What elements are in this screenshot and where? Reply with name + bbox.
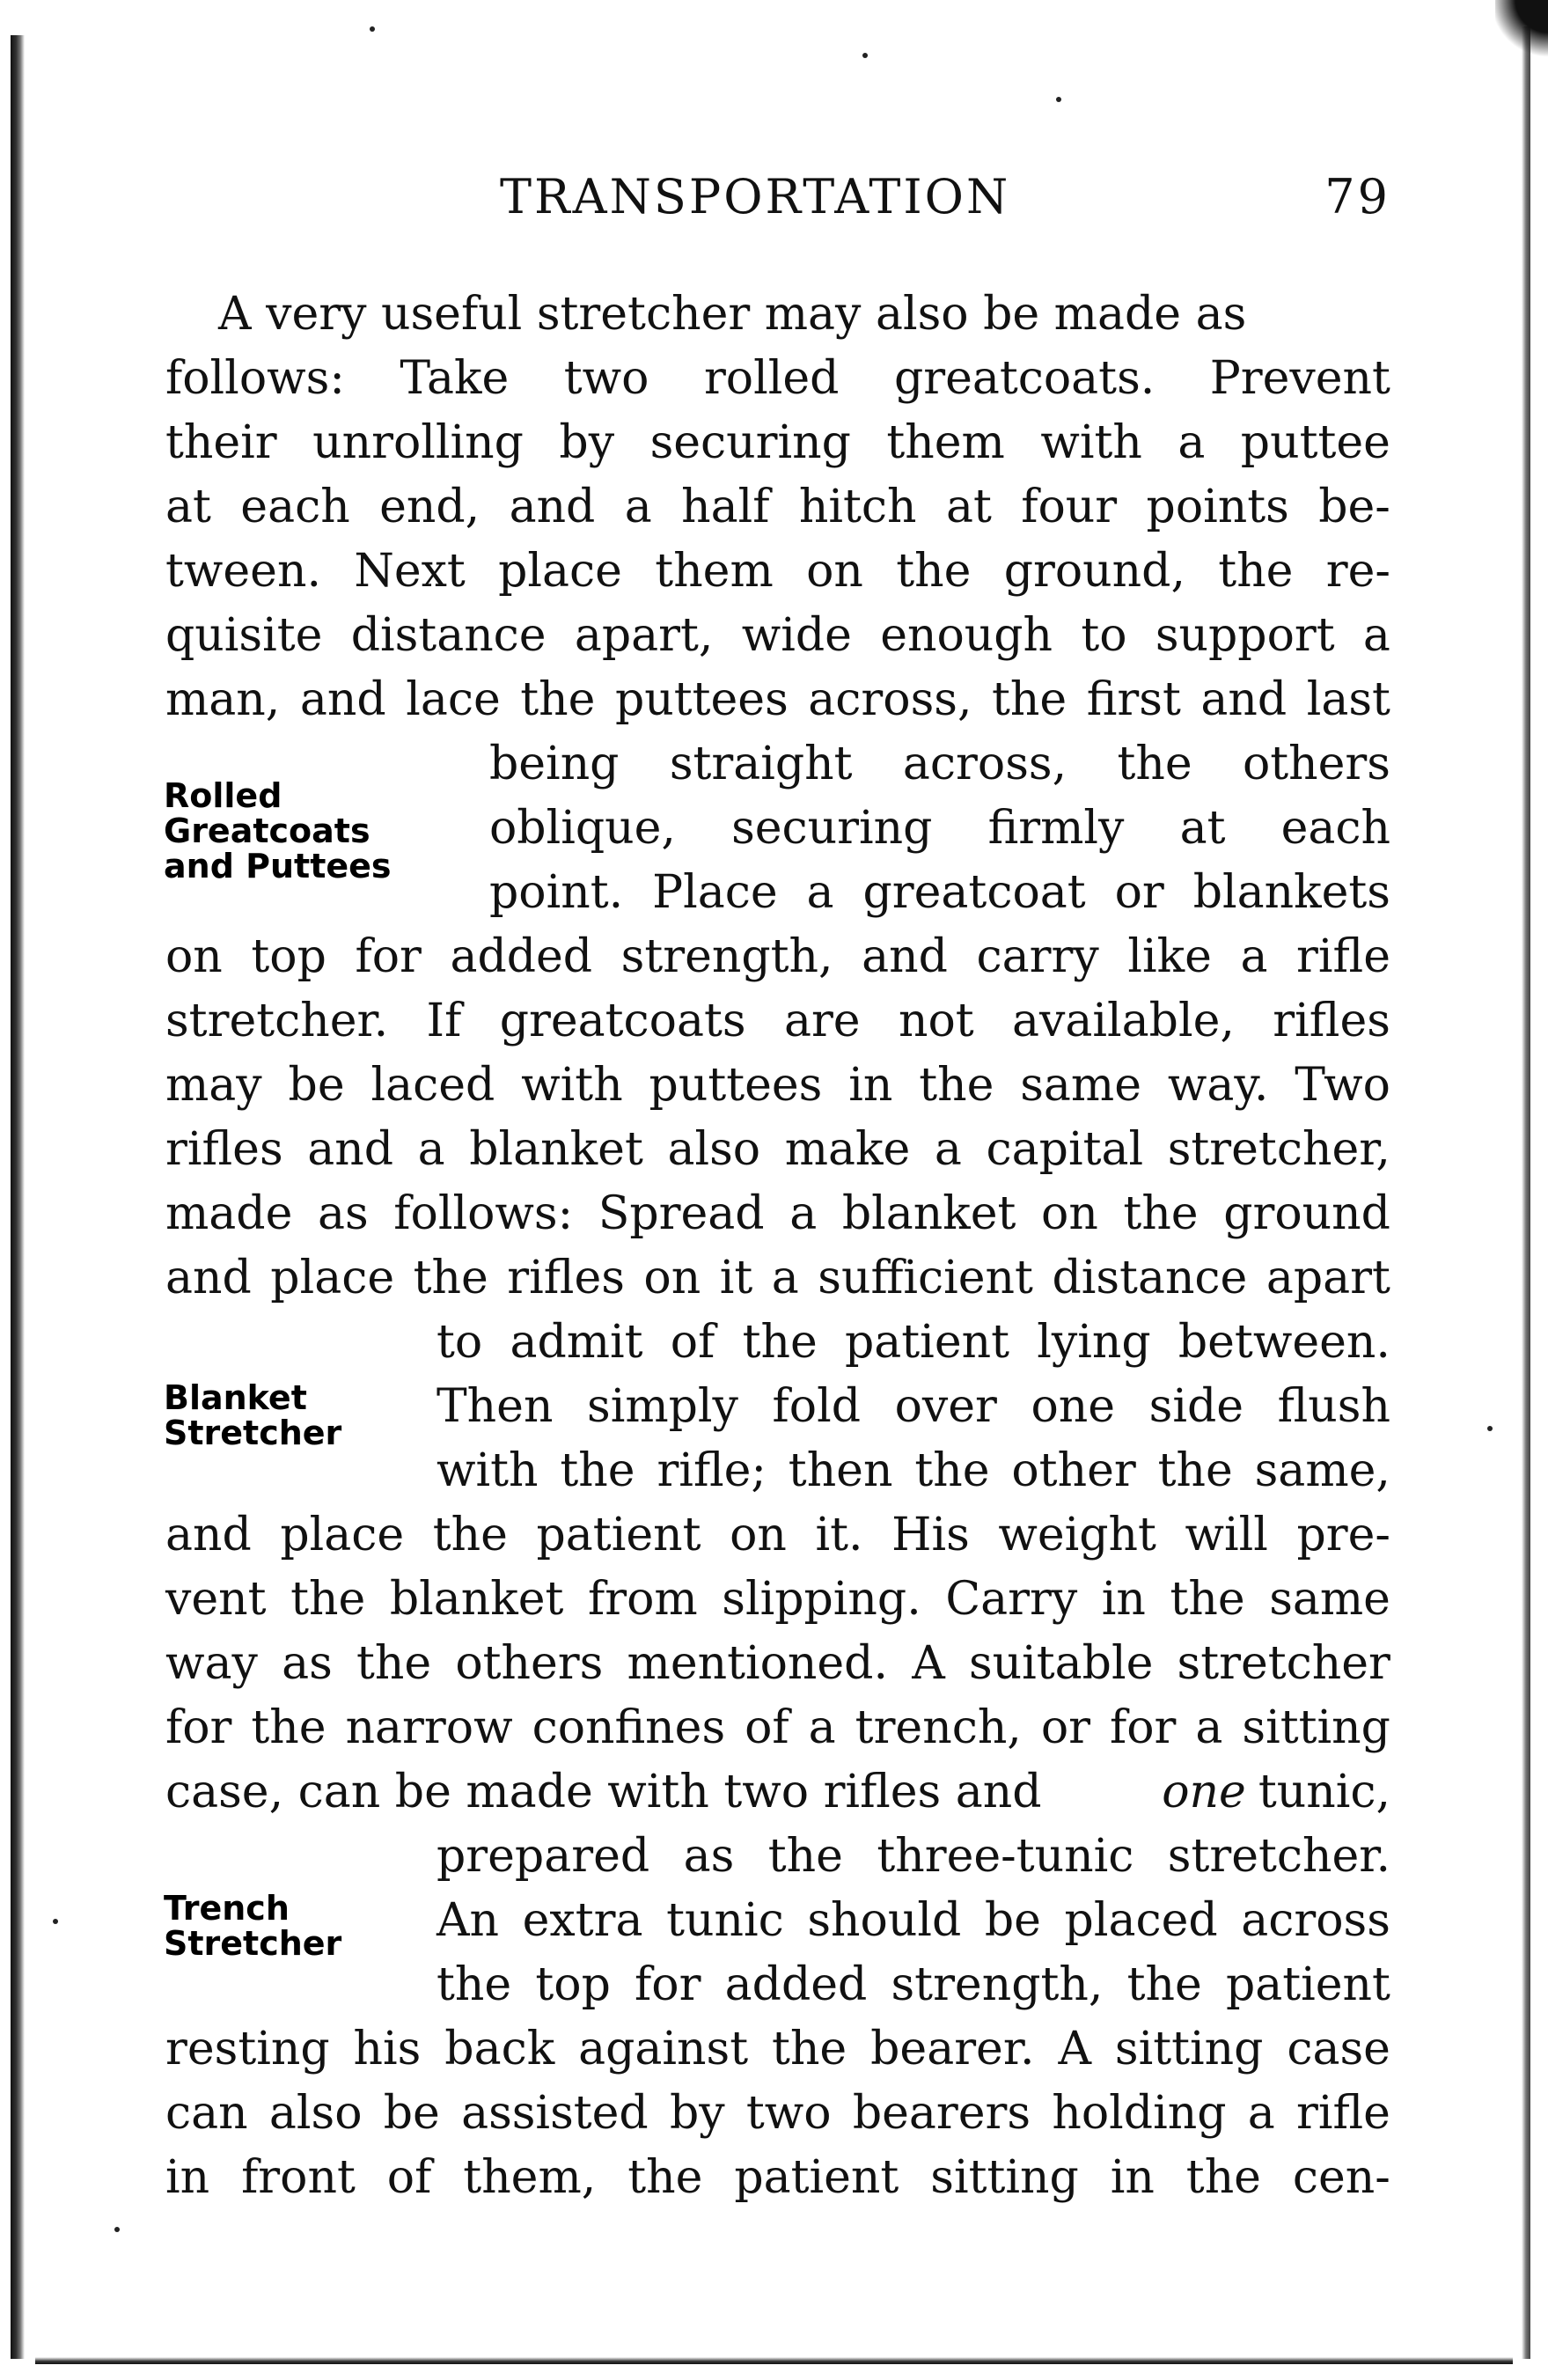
word: securing <box>649 416 851 469</box>
word: patient <box>536 1509 701 1561</box>
scan-speck <box>1487 1426 1493 1431</box>
word: same <box>1269 1573 1390 1626</box>
word: firmly <box>987 802 1125 855</box>
word: the <box>356 1637 432 1690</box>
text-line <box>165 1695 1390 1760</box>
margin-note-blanket-stretcher: Blanket Stretcher <box>164 1378 342 1452</box>
word: at <box>1179 802 1226 855</box>
word: puttee <box>1240 416 1390 469</box>
word: each <box>240 481 350 533</box>
word: a <box>1195 1701 1223 1754</box>
word: lace <box>406 673 501 726</box>
word: across <box>1241 1894 1390 1947</box>
word: puttees <box>649 1059 823 1112</box>
word: or <box>1114 866 1164 919</box>
word: a <box>1178 416 1206 469</box>
word: end, <box>379 481 481 533</box>
word: bearers <box>852 2087 1031 2140</box>
word: for <box>165 1701 232 1754</box>
word: admit <box>510 1316 643 1369</box>
word: against <box>578 2023 749 2075</box>
text-line <box>165 1245 1390 1311</box>
word: stretcher, <box>1167 1123 1390 1176</box>
word: and <box>165 1509 252 1561</box>
word: make <box>784 1123 911 1176</box>
page-edge-left <box>11 35 25 2359</box>
word: place <box>270 1252 395 1304</box>
word: by <box>669 2087 725 2140</box>
word: also <box>667 1123 761 1176</box>
word: stretcher. <box>1167 1830 1390 1883</box>
word: one <box>1031 1380 1116 1433</box>
word: distance <box>350 609 547 662</box>
word: and <box>509 481 596 533</box>
word: unrolling <box>312 416 524 469</box>
word: first <box>1086 673 1181 726</box>
text-line <box>165 1117 1390 1182</box>
word: the <box>432 1509 508 1561</box>
word: the <box>520 673 596 726</box>
word: rolled <box>703 352 840 405</box>
word: in <box>1110 2151 1155 2204</box>
word: between. <box>1178 1316 1390 1369</box>
text-line <box>165 1502 1390 1568</box>
word: placed <box>1064 1894 1218 1947</box>
word: then <box>788 1444 893 1497</box>
word: four <box>1021 481 1118 533</box>
word: simply <box>587 1380 738 1433</box>
word: them, <box>463 2151 597 2204</box>
word: stretcher <box>1177 1637 1390 1690</box>
text-line <box>165 2145 1390 2210</box>
word: be <box>984 1894 1041 1947</box>
word: and <box>299 673 386 726</box>
text-line <box>165 346 1390 411</box>
word: at <box>945 481 992 533</box>
word: his <box>353 2023 422 2075</box>
word: not <box>898 995 974 1047</box>
word: greatcoats. <box>893 352 1155 405</box>
text-line <box>489 796 1390 861</box>
word: stretcher. <box>165 995 389 1047</box>
text-line <box>489 860 1390 925</box>
word: strength, <box>620 930 833 983</box>
word: as <box>683 1830 735 1883</box>
word: mentioned. <box>627 1637 889 1690</box>
word: to <box>1081 609 1127 662</box>
word: as <box>282 1637 333 1690</box>
word: A <box>1058 2023 1091 2075</box>
word: others <box>455 1637 604 1690</box>
word: extra <box>522 1894 643 1947</box>
word: the <box>437 1958 512 2011</box>
word: His <box>891 1509 970 1561</box>
word: a <box>806 866 834 919</box>
word: the <box>560 1444 635 1497</box>
scan-speck <box>1056 97 1061 102</box>
word: for <box>635 1958 701 2011</box>
text-line: A very useful stretcher may also be made as <box>218 288 1247 341</box>
word: from <box>588 1573 698 1626</box>
word: points <box>1146 481 1289 533</box>
word: two <box>745 2087 832 2140</box>
word: capital <box>986 1123 1144 1176</box>
page-edge-right <box>1522 26 1530 2359</box>
text-line <box>165 2081 1390 2146</box>
word: front <box>241 2151 356 2204</box>
word: apart <box>1266 1252 1390 1304</box>
text-line-with-italic <box>165 1759 1390 1825</box>
word: the <box>1218 545 1294 598</box>
word: to <box>437 1316 483 1369</box>
word: and <box>862 930 948 983</box>
word: of <box>670 1316 715 1369</box>
word: sitting <box>1242 1701 1390 1754</box>
word: a <box>934 1123 962 1176</box>
word: prepared <box>437 1830 650 1883</box>
word: rifle <box>1296 2087 1390 2140</box>
word: greatcoats <box>499 995 746 1047</box>
word: on <box>806 545 863 598</box>
text-line <box>437 1438 1390 1503</box>
word: of <box>745 1701 789 1754</box>
word: last <box>1306 673 1390 726</box>
word: are <box>783 995 861 1047</box>
text-line <box>437 1952 1390 2017</box>
text-line <box>165 1631 1390 1696</box>
word: it. <box>815 1509 863 1561</box>
word: hitch <box>798 481 917 533</box>
italic-word: one <box>1162 1766 1246 1818</box>
word: oblique, <box>489 802 676 855</box>
word: apart, <box>574 609 714 662</box>
word: the <box>1185 2151 1261 2204</box>
word: at <box>165 481 211 533</box>
word: follows: <box>165 352 345 405</box>
word: made <box>165 1187 293 1240</box>
word: same <box>1020 1059 1142 1112</box>
word: for <box>1109 1701 1177 1754</box>
word: An <box>437 1894 500 1947</box>
word: the <box>1117 738 1192 790</box>
word: the <box>1126 1958 1202 2011</box>
word: re- <box>1325 545 1390 598</box>
text-line <box>165 924 1390 989</box>
word: a <box>1362 609 1390 662</box>
word: way <box>165 1637 258 1690</box>
word: can <box>165 2087 248 2140</box>
word: like <box>1127 930 1212 983</box>
word: Carry <box>945 1573 1078 1626</box>
word: Spread <box>598 1187 765 1240</box>
word: top <box>251 930 326 983</box>
word: back <box>444 2023 555 2075</box>
word: being <box>489 738 620 790</box>
word: the <box>772 2023 847 2075</box>
word: man, <box>165 673 281 726</box>
word: also <box>268 2087 363 2140</box>
scan-speck <box>53 1919 58 1924</box>
word: a <box>624 481 652 533</box>
word: securing <box>731 802 933 855</box>
text-line <box>165 539 1390 604</box>
text-line <box>165 1181 1390 1246</box>
word: support <box>1155 609 1335 662</box>
word: be- <box>1318 481 1390 533</box>
word: blanket <box>841 1187 1016 1240</box>
text-line <box>165 603 1390 668</box>
word: their <box>165 416 277 469</box>
word: patient <box>734 2151 899 2204</box>
word: the <box>1123 1187 1199 1240</box>
word: available, <box>1012 995 1235 1047</box>
word: across, <box>808 673 972 726</box>
word: rifles <box>165 1123 283 1176</box>
page-number: 79 <box>1324 169 1390 224</box>
word: rifle <box>1296 930 1390 983</box>
word: others <box>1242 738 1390 790</box>
word: patient <box>845 1316 1009 1369</box>
word: in <box>1101 1573 1146 1626</box>
word: a <box>1240 930 1268 983</box>
word: vent <box>165 1573 267 1626</box>
word: with <box>437 1444 539 1497</box>
word: holding <box>1052 2087 1227 2140</box>
text-line <box>165 410 1390 475</box>
word: the <box>1170 1573 1245 1626</box>
word: blanket <box>469 1123 643 1176</box>
word: three-tunic <box>877 1830 1134 1883</box>
scan-speck <box>862 53 868 58</box>
word: be <box>383 2087 440 2140</box>
word: weight <box>998 1509 1156 1561</box>
margin-note-rolled-greatcoats: Rolled Greatcoats and Puttees <box>164 776 392 885</box>
word: the <box>290 1573 366 1626</box>
word: blankets <box>1192 866 1390 919</box>
word: quisite <box>165 609 323 662</box>
text-line <box>165 474 1390 540</box>
word: a <box>771 1252 799 1304</box>
text-line <box>437 1888 1390 1953</box>
word: flush <box>1277 1380 1390 1433</box>
word: and <box>165 1252 252 1304</box>
page-corner-shadow <box>1495 0 1548 62</box>
word: side <box>1148 1380 1244 1433</box>
word: them <box>886 416 1005 469</box>
word: ground, <box>1003 545 1185 598</box>
text-line <box>437 1374 1390 1439</box>
word: bearer. <box>870 2023 1035 2075</box>
word: tween. <box>165 545 321 598</box>
word: sitting <box>930 2151 1079 2204</box>
word: greatcoat <box>862 866 1086 919</box>
margin-note-trench-stretcher: Trench Stretcher <box>164 1889 342 1963</box>
word: case <box>1287 2023 1390 2075</box>
word: each <box>1280 802 1390 855</box>
word: a <box>808 1701 836 1754</box>
word: rifle; <box>657 1444 767 1497</box>
word: over <box>894 1380 997 1433</box>
word: Then <box>437 1380 554 1433</box>
word: on <box>1041 1187 1098 1240</box>
word: wide <box>741 609 852 662</box>
word: or <box>1040 1701 1090 1754</box>
word: cen- <box>1292 2151 1390 2204</box>
word: rifles <box>507 1252 625 1304</box>
word: with <box>521 1059 623 1112</box>
word: a <box>417 1123 445 1176</box>
word: distance <box>1052 1252 1248 1304</box>
word: the <box>742 1316 818 1369</box>
word: pre- <box>1296 1509 1390 1561</box>
word: follows: <box>393 1187 574 1240</box>
scan-speck <box>114 2227 120 2232</box>
scan-speck <box>370 26 375 32</box>
word: patient <box>1225 1958 1390 2011</box>
word: top <box>535 1958 611 2011</box>
text-line <box>165 988 1390 1054</box>
word: on <box>643 1252 701 1304</box>
word: a <box>1247 2087 1275 2140</box>
word: carry <box>976 930 1099 983</box>
word: assisted <box>461 2087 649 2140</box>
word: sitting <box>1114 2023 1264 2075</box>
word: be <box>288 1059 345 1112</box>
word: a <box>789 1187 818 1240</box>
text-segment: tunic, <box>1258 1766 1390 1818</box>
text-line <box>165 1053 1390 1118</box>
word: A <box>912 1637 945 1690</box>
word: will <box>1185 1509 1268 1561</box>
word: lying <box>1037 1316 1151 1369</box>
word: them <box>655 545 774 598</box>
word: straight <box>669 738 853 790</box>
word: Two <box>1295 1059 1390 1112</box>
word: the <box>767 1830 843 1883</box>
text-segment: case, can be made with two rifles and <box>165 1766 1042 1818</box>
word: may <box>165 1059 262 1112</box>
word: as <box>317 1187 369 1240</box>
word: in <box>165 2151 210 2204</box>
page-edge-bottom <box>35 2357 1513 2364</box>
word: it <box>719 1252 753 1304</box>
word: laced <box>370 1059 495 1112</box>
word: Place <box>652 866 778 919</box>
word: sufficient <box>818 1252 1033 1304</box>
word: strength, <box>891 1958 1104 2011</box>
text-line <box>437 1824 1390 1889</box>
word: puttees <box>614 673 789 726</box>
word: the <box>1157 1444 1233 1497</box>
word: by <box>559 416 615 469</box>
word: the <box>251 1701 326 1754</box>
word: Next <box>354 545 466 598</box>
word: on <box>730 1509 787 1561</box>
word: place <box>280 1509 405 1561</box>
word: for <box>355 930 422 983</box>
word: in <box>848 1059 893 1112</box>
word: enough <box>880 609 1053 662</box>
word: the <box>919 1059 994 1112</box>
text-line <box>437 1310 1390 1375</box>
word: the <box>896 545 972 598</box>
word: point. <box>489 866 624 919</box>
word: two <box>563 352 649 405</box>
word: half <box>681 481 770 533</box>
word: the <box>627 2151 703 2204</box>
word: suitable <box>968 1637 1154 1690</box>
running-header <box>458 169 1390 231</box>
word: blanket <box>389 1573 564 1626</box>
word: Prevent <box>1209 352 1390 405</box>
word: the <box>914 1444 990 1497</box>
text-line <box>165 2016 1390 2082</box>
text-line <box>165 1567 1390 1632</box>
word: the <box>992 673 1067 726</box>
word: added <box>724 1958 868 2011</box>
word: confines <box>532 1701 726 1754</box>
word: should <box>807 1894 962 1947</box>
word: and <box>307 1123 394 1176</box>
word: of <box>386 2151 432 2204</box>
word: across, <box>902 738 1067 790</box>
word: other <box>1011 1444 1136 1497</box>
word: Take <box>400 352 510 405</box>
word: and <box>1200 673 1288 726</box>
word: narrow <box>345 1701 513 1754</box>
word: added <box>450 930 593 983</box>
word: the <box>413 1252 488 1304</box>
word: resting <box>165 2023 330 2075</box>
word: tunic <box>666 1894 784 1947</box>
word: on <box>165 930 223 983</box>
word: rifles <box>1273 995 1390 1047</box>
word: trench, <box>855 1701 1022 1754</box>
header-title: TRANSPORTATION <box>500 169 1011 224</box>
word: slipping. <box>722 1573 921 1626</box>
word: same, <box>1254 1444 1390 1497</box>
word: If <box>426 995 462 1047</box>
word: way. <box>1167 1059 1269 1112</box>
text-line <box>489 731 1390 797</box>
word: fold <box>772 1380 861 1433</box>
word: place <box>498 545 622 598</box>
word: with <box>1040 416 1142 469</box>
word: ground <box>1223 1187 1390 1240</box>
text-line <box>165 667 1390 732</box>
